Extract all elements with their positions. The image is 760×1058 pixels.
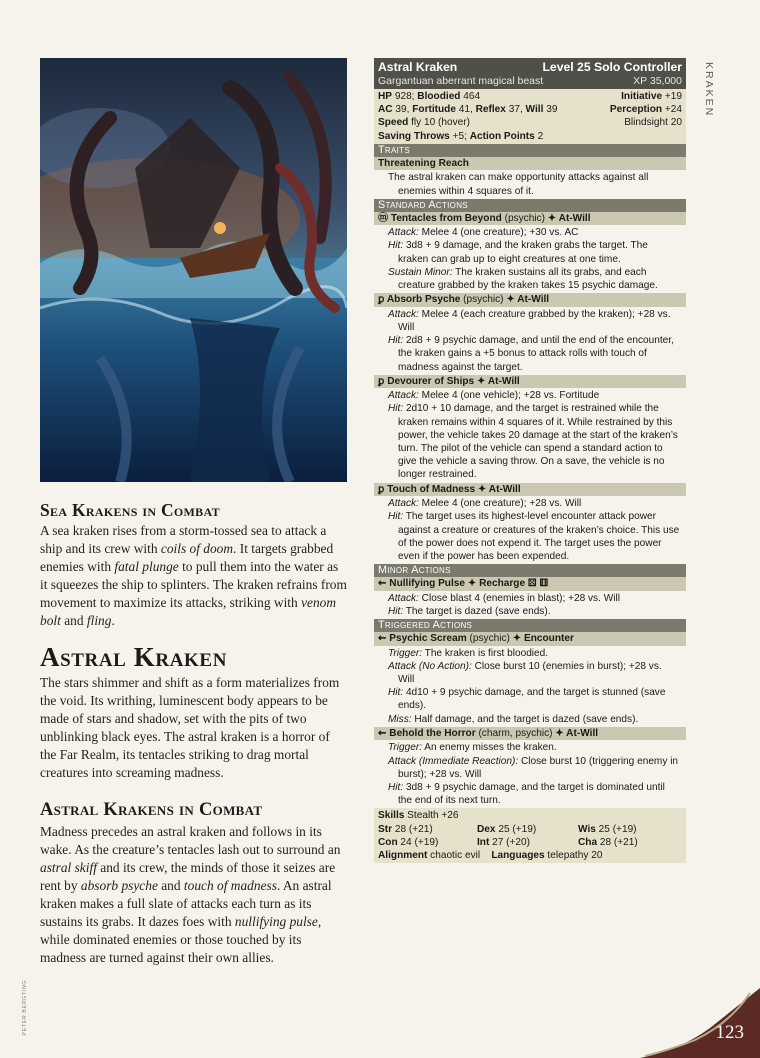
skills: Skills Stealth +26 [378,810,459,822]
melee-icon: ꝑ [378,483,385,495]
power-touch-of-madness: ꝑ Touch of Madness ✦ At-Will [374,483,686,497]
melee-icon: ꝑ [378,294,385,306]
astral-kraken-title: Astral Kraken [40,642,228,672]
hit-points: HP 928; Bloodied 464 [378,91,481,102]
power-psychic-scream: ⇜ Psychic Scream (psychic) ✦ Encounter [374,632,686,646]
defenses: AC 39, Fortitude 41, Reflex 37, Will 39 [378,104,558,116]
close-attack-icon: ⇜ [378,578,387,590]
stat-block-abilities [374,808,686,863]
ability-str: Str 28 (+21) [378,823,433,835]
devourer-of-ships-text: Attack: Melee 4 (one vehicle); +28 vs. Fortitude Hit: 2d10 + 10 damage, and the target is restrained while the kraken remains within 4 squares of it. While restrained by this power, the vehicle takes 20 damage at the start of the kraken’s turn. The pilot of the vehicle can spend a standard action to give the vehicle a saving throw. On a save, the vehicle is no longer restrained. [374,388,686,482]
melee-icon: ꝑ [378,375,385,387]
triggered-actions-heading: Triggered Actions [374,619,686,632]
standard-actions-heading: Standard Actions [374,199,686,212]
ability-int: Int 27 (+20) [477,836,531,848]
minor-actions-heading: Minor Actions [374,564,686,577]
page-number: 123 [715,1022,744,1043]
tentacles-text: Attack: Melee 4 (one creature); +30 vs. AC Hit: 3d8 + 9 damage, and the kraken grabs the target. The kraken can grab up to eight creatures at one time. Sustain Minor: The kraken sustains all its grabs, and each creature grabbed by the kraken takes 15 psychic damage. [374,225,686,293]
alignment-languages: Alignment chaotic evil Languages telepathy 20 [378,849,603,861]
initiative: Initiative +19 [621,91,682,102]
psychic-scream-text: Trigger: The kraken is first bloodied. Attack (No Action): Close burst 10 (enemies in burst); +28 vs. Will Hit: 4d10 + 9 psychic damage, and the target is stunned (save ends). Miss: Half damage, and the target is dazed (save ends). [374,646,686,727]
astral-krakens-paragraph: Madness precedes an astral kraken and follows in its wake. As the creature’s tentacles lash out to surround an astral skiff and its crew, the minds of those it seizes are rent by absorb psyche and touch of madness. An astral kraken makes a full slate of attacks each turn as its sustains its grabs. It dazes foes with nullifying pulse, while dominated enemies or those touched by its madness are turned against their own allies. [40,824,341,965]
ability-cha: Cha 28 (+21) [578,836,638,848]
melee-basic-icon: ⓜ [378,212,389,224]
left-column [40,500,348,967]
threatening-reach-name: Threatening Reach [374,157,686,171]
power-absorb-psyche: ꝑ Absorb Psyche (psychic) ✦ At-Will [374,293,686,307]
artist-credit: PETER BERGTING [22,980,28,1036]
absorb-psyche-text: Attack: Melee 4 (each creature grabbed by the kraken); +28 vs. Will Hit: 2d8 + 9 psychic damage, and until the end of the encounter, the kraken gains a +5 bonus to attack rolls with touch of madness against the target. [374,307,686,375]
nullifying-pulse-text: Attack: Close blast 4 (enemies in blast); +28 vs. Will Hit: The target is dazed (save ends). [374,591,686,619]
blindsight: Blindsight 20 [624,117,682,129]
behold-the-horror-text: Trigger: An enemy misses the kraken. Attack (Immediate Reaction): Close burst 10 (triggering enemy in burst); +28 vs. Will Hit: 3d8 + 9 psychic damage, and the target is dominated until the end of its next turn. [374,740,686,808]
sea-krakens-paragraph: A sea kraken rises from a storm-tossed sea to attack a ship and its crew with coils of doom. It targets grabbed enemies with fatal plunge to pull them into the water as it squeezes the ship to splinters. The kraken refrains from movement to maximize its attacks, striking with venom bolt and fling. [40,523,347,628]
power-tentacles-from-beyond: ⓜ Tentacles from Beyond (psychic) ✦ At-Will [374,212,686,226]
ability-dex: Dex 25 (+19) [477,823,537,835]
kraken-illustration [40,58,347,482]
astral-krakens-heading: Astral Krakens in Combat [40,800,263,820]
stat-block-defenses [374,89,686,144]
stat-block-header [374,58,686,89]
ability-con: Con 24 (+19) [378,836,439,848]
monster-name: Astral Kraken [378,60,458,74]
power-nullifying-pulse: ⇜ Nullifying Pulse ✦ Recharge ⚄ ⚅ [374,577,686,591]
speed: Speed fly 10 (hover) [378,117,471,129]
touch-of-madness-text: Attack: Melee 4 (one creature); +28 vs. Will Hit: The target uses its highest-level encounter attack power against a creature or creatures of the kraken’s choice. This use of the power does not expend it. The target uses the power even if the power has been expended. [374,496,686,564]
chapter-side-tab: KRAKEN [703,62,715,118]
ability-scores [378,823,682,849]
sea-krakens-heading: Sea Krakens in Combat [40,500,220,520]
monster-xp: XP 35,000 [633,75,682,87]
traits-heading: Traits [374,144,686,157]
monster-level: Level 25 Solo Controller [542,60,682,74]
saving-throws: Saving Throws +5; Action Points 2 [378,130,544,142]
power-behold-the-horror: ⇜ Behold the Horror (charm, psychic) ✦ At-Will [374,727,686,741]
ability-wis: Wis 25 (+19) [578,823,637,835]
stat-block [374,58,686,863]
power-devourer-of-ships: ꝑ Devourer of Ships ✦ At-Will [374,375,686,389]
close-attack-icon: ⇜ [378,633,387,645]
perception: Perception +24 [609,104,682,116]
threatening-reach-text: The astral kraken can make opportunity attacks against all enemies within 4 squares of it. [374,170,686,198]
astral-kraken-intro: The stars shimmer and shift as a form materializes from the void. Its writhing, luminescent body appears to be made of stars and shadow, set with the pits of two unblinking black eyes. The astral kraken is a horror of the Far Realm, its tentacles striking to drag mortal creatures into screaming madness. [40,675,340,780]
close-attack-icon: ⇜ [378,727,387,739]
monster-type: Gargantuan aberrant magical beast [378,75,544,87]
